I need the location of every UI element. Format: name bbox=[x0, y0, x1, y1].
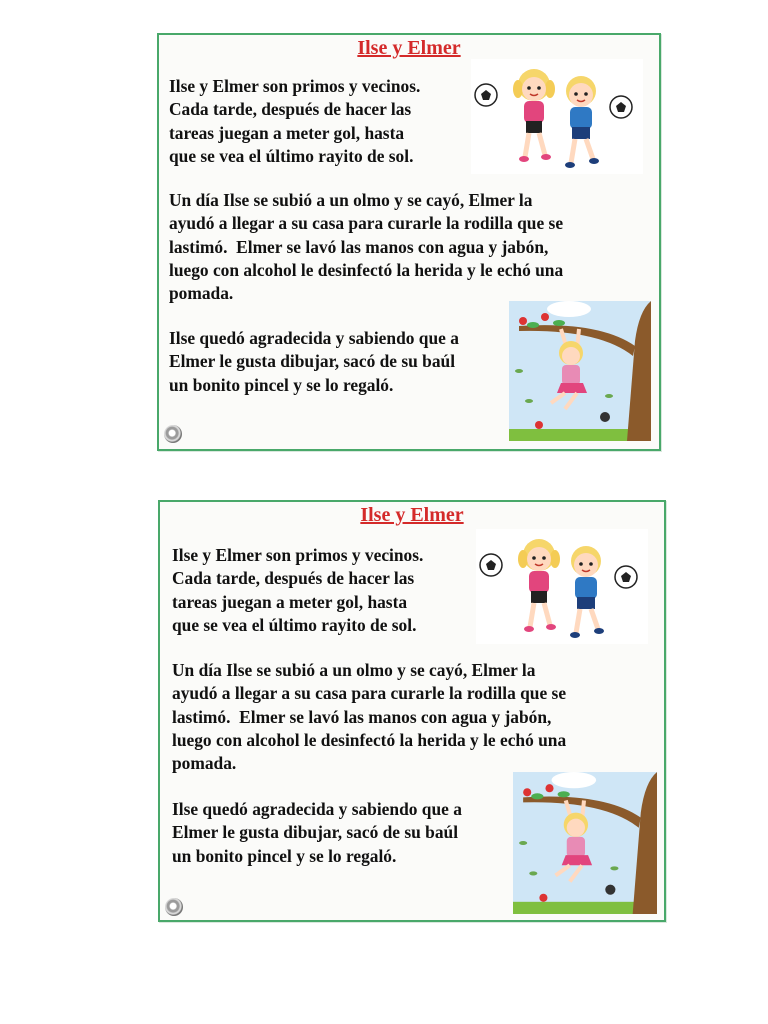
story-paragraph-1: Ilse y Elmer son primos y vecinos. Cada tarde, después de hacer las tareas juegan a meter gol, hasta que se vea el último rayito de sol. bbox=[169, 76, 421, 166]
story-title: Ilse y Elmer bbox=[360, 504, 464, 526]
ring-hole-icon bbox=[165, 898, 183, 916]
story-paragraph-2: Un día Ilse se subió a un olmo y se cayó, Elmer la ayudó a llegar a su casa para curarle la rodilla que se lastimó. Elmer se lavó las manos con agua y jabón, luego con alcohol le desinfectó la herida y le echó una pomada. bbox=[169, 190, 564, 304]
story-paragraph-3: Ilse quedó agradecida y sabiendo que a Elmer le gusta dibujar, sacó de su baúl un bonito pincel y se lo regaló. bbox=[172, 799, 462, 866]
girl-falling-from-tree-illustration bbox=[513, 772, 657, 914]
story-card bbox=[158, 500, 666, 922]
story-title: Ilse y Elmer bbox=[357, 37, 461, 59]
kids-playing-soccer-illustration bbox=[471, 59, 643, 174]
ring-hole-icon bbox=[164, 425, 182, 443]
story-paragraph-3: Ilse quedó agradecida y sabiendo que a Elmer le gusta dibujar, sacó de su baúl un bonito pincel y se lo regaló. bbox=[169, 328, 459, 395]
story-paragraph-1: Ilse y Elmer son primos y vecinos. Cada tarde, después de hacer las tareas juegan a meter gol, hasta que se vea el último rayito de sol. bbox=[172, 545, 424, 635]
story-card bbox=[157, 33, 661, 451]
kids-playing-soccer-illustration bbox=[476, 528, 648, 645]
story-paragraph-2: Un día Ilse se subió a un olmo y se cayó, Elmer la ayudó a llegar a su casa para curarle la rodilla que se lastimó. Elmer se lavó las manos con agua y jabón, luego con alcohol le desinfectó la herida y le echó una pomada. bbox=[172, 660, 567, 774]
girl-falling-from-tree-illustration bbox=[509, 301, 651, 441]
